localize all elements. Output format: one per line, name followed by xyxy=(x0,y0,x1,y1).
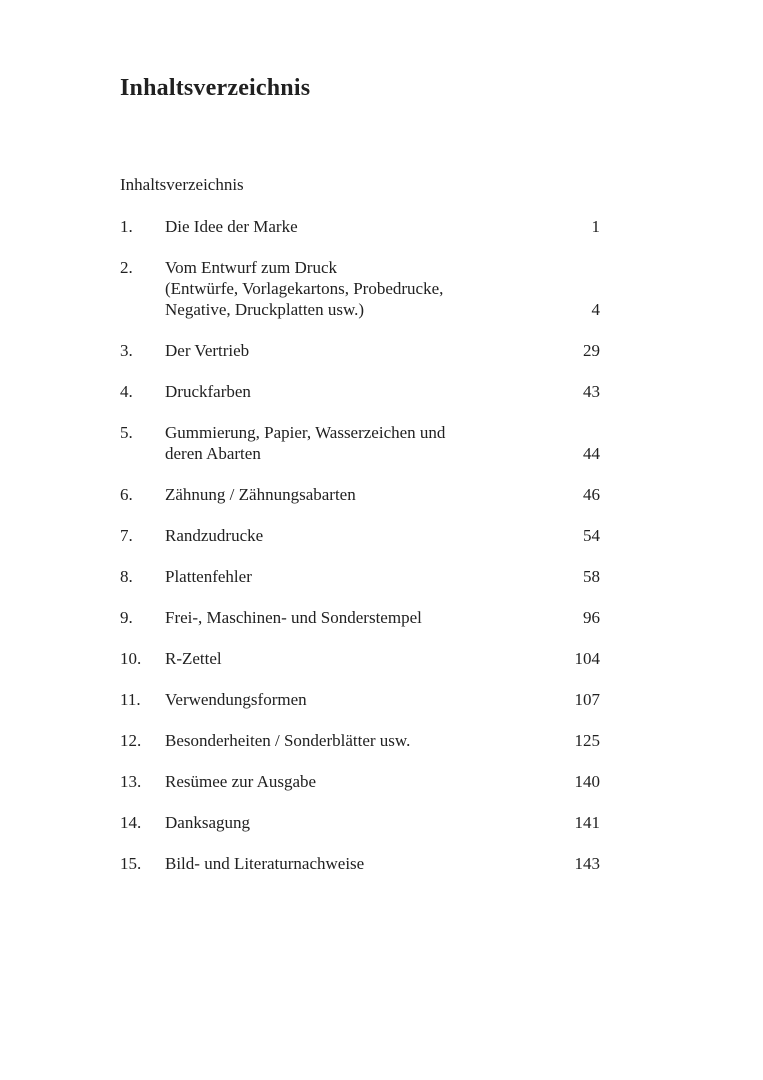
toc-entry-title-line: Danksagung xyxy=(165,813,250,832)
page-title: Inhaltsverzeichnis xyxy=(120,75,311,101)
toc-entry-title-line: Gummierung, Papier, Wasserzeichen und xyxy=(165,423,446,442)
toc-entry-number: 14. xyxy=(120,813,142,832)
toc-entry-page: 140 xyxy=(574,772,600,791)
toc-entry-title xyxy=(165,422,573,464)
toc-entry-page: 44 xyxy=(583,444,600,463)
toc-entry-title xyxy=(165,771,565,792)
toc-entry-title-line: Vom Entwurf zum Druck xyxy=(165,258,338,277)
toc-entry-title xyxy=(165,257,582,320)
toc-entry xyxy=(120,566,600,587)
toc-entry-number: 5. xyxy=(120,423,133,442)
toc-entry xyxy=(120,216,600,237)
toc-entry-number: 10. xyxy=(120,649,142,668)
toc-entry xyxy=(120,812,600,833)
toc-list-header: Inhaltsverzeichnis xyxy=(120,175,244,194)
toc-entry-page: 4 xyxy=(591,300,600,319)
toc-entries xyxy=(120,216,600,874)
toc-entry xyxy=(120,689,600,710)
toc-entry-number: 3. xyxy=(120,341,133,360)
toc-entry-title xyxy=(165,730,565,751)
toc-entry-number: 6. xyxy=(120,485,133,504)
toc-entry-page: 141 xyxy=(574,813,600,832)
toc-entry xyxy=(120,771,600,792)
toc-entry-title-line: Besonderheiten / Sonderblätter usw. xyxy=(165,731,411,750)
toc-entry-title-line: Bild- und Literaturnachweise xyxy=(165,854,365,873)
toc-entry-title xyxy=(165,484,573,505)
toc-entry xyxy=(120,422,600,464)
toc-entry-title xyxy=(165,648,565,669)
toc-entry-page: 143 xyxy=(574,854,600,873)
toc-entry-title-line: Die Idee der Marke xyxy=(165,217,298,236)
toc-entry xyxy=(120,257,600,320)
toc-entry xyxy=(120,381,600,402)
toc-entry-title xyxy=(165,607,573,628)
toc-entry-title-line: Der Vertrieb xyxy=(165,341,250,360)
toc-entry-title-line: Resümee zur Ausgabe xyxy=(165,772,317,791)
toc-entry-page: 107 xyxy=(574,690,600,709)
toc-entry-page: 96 xyxy=(583,608,600,627)
toc-entry-number: 2. xyxy=(120,258,133,277)
toc-entry-title-line: Zähnung / Zähnungsabarten xyxy=(165,485,356,504)
toc-entry-number: 12. xyxy=(120,731,142,750)
toc-entry-number: 15. xyxy=(120,854,142,873)
toc-entry-title-line: Plattenfehler xyxy=(165,567,252,586)
toc-entry-number: 8. xyxy=(120,567,133,586)
toc-entry-title xyxy=(165,216,582,237)
toc-entry-number: 11. xyxy=(120,690,141,709)
toc-entry-title xyxy=(165,853,565,874)
toc-entry-title-line: Druckfarben xyxy=(165,382,251,401)
toc-entry-number: 4. xyxy=(120,382,133,401)
toc-entry-title-line: Frei-, Maschinen- und Sonderstempel xyxy=(165,608,422,627)
toc-entry-title xyxy=(165,689,565,710)
toc-entry-title-line: (Entwürfe, Vorlagekartons, Probedrucke, xyxy=(165,279,444,298)
toc-entry-title xyxy=(165,340,573,361)
toc-entry-number: 9. xyxy=(120,608,133,627)
toc-entry xyxy=(120,853,600,874)
toc-entry-number: 1. xyxy=(120,217,133,236)
toc-entry-number: 7. xyxy=(120,526,133,545)
toc-entry-title-line: Randzudrucke xyxy=(165,526,264,545)
toc-entry xyxy=(120,730,600,751)
toc-entry-page: 58 xyxy=(583,567,600,586)
toc-entry-title-line: Negative, Druckplatten usw.) xyxy=(165,300,365,319)
toc-entry-page: 29 xyxy=(583,341,600,360)
toc-entry-page: 104 xyxy=(574,649,600,668)
toc-entry-page: 125 xyxy=(574,731,600,750)
toc-entry xyxy=(120,607,600,628)
toc-entry-page: 1 xyxy=(591,217,600,236)
toc-entry-page: 43 xyxy=(583,382,600,401)
toc-entry-title xyxy=(165,381,573,402)
toc-entry-page: 54 xyxy=(583,526,600,545)
toc-entry xyxy=(120,648,600,669)
toc-entry-title-line: Verwendungsformen xyxy=(165,690,307,709)
toc-entry-number: 13. xyxy=(120,772,142,791)
toc-entry-title xyxy=(165,566,573,587)
toc-entry-page: 46 xyxy=(583,485,600,504)
toc-entry xyxy=(120,484,600,505)
toc-entry xyxy=(120,525,600,546)
toc-entry-title xyxy=(165,812,565,833)
toc-entry-title-line: deren Abarten xyxy=(165,444,261,463)
toc-entry xyxy=(120,340,600,361)
page-content xyxy=(120,74,600,894)
toc-entry-title xyxy=(165,525,573,546)
toc-entry-title-line: R-Zettel xyxy=(165,649,222,668)
